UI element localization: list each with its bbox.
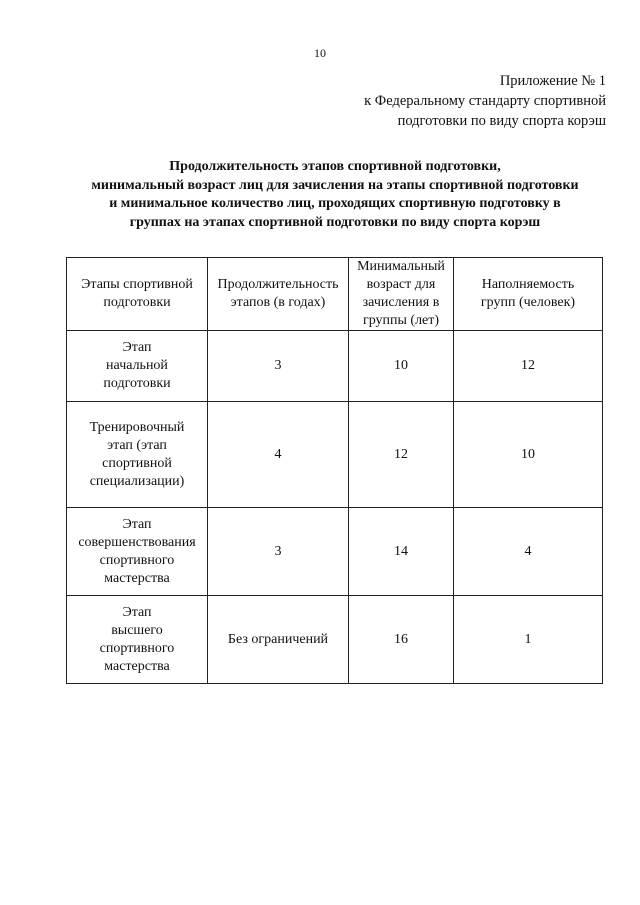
cell-duration: 3: [208, 331, 349, 402]
cell-group-size: 4: [454, 508, 603, 596]
table-row: [67, 331, 603, 402]
cell-group-size: 1: [454, 596, 603, 684]
cell-min-age: 10: [349, 331, 454, 402]
page-number: 10: [314, 46, 326, 60]
header-duration: Продолжительность этапов (в годах): [208, 258, 349, 331]
title-line-3: и минимальное количество лиц, проходящих спортивную подготовку в: [109, 196, 561, 211]
cell-stage: Этап начальной подготовки: [67, 331, 208, 402]
header-group-size: Наполняемость групп (человек): [454, 258, 603, 331]
cell-min-age: 12: [349, 402, 454, 508]
cell-stage: Тренировочный этап (этап спортивной специализации): [67, 402, 208, 508]
cell-group-size: 12: [454, 331, 603, 402]
cell-min-age: 16: [349, 596, 454, 684]
appendix-line-3: подготовки по виду спорта корэш: [397, 113, 606, 129]
title-line-1: Продолжительность этапов спортивной подготовки,: [169, 159, 501, 174]
appendix-note: [364, 71, 606, 131]
cell-duration: 4: [208, 402, 349, 508]
stages-table: [66, 257, 603, 684]
appendix-line-2: к Федеральному стандарту спортивной: [364, 93, 606, 109]
header-min-age: Минимальный возраст для зачисления в группы (лет): [349, 258, 454, 331]
appendix-line-1: Приложение № 1: [499, 73, 606, 89]
cell-stage: Этап совершенствования спортивного мастерства: [67, 508, 208, 596]
cell-min-age: 14: [349, 508, 454, 596]
header-stages: Этапы спортивной подготовки: [67, 258, 208, 331]
table-row: [67, 508, 603, 596]
table-row: [67, 596, 603, 684]
title-line-4: группах на этапах спортивной подготовки по виду спорта корэш: [129, 214, 541, 230]
document-title: [60, 158, 610, 232]
cell-duration: Без ограничений: [208, 596, 349, 684]
cell-duration: 3: [208, 508, 349, 596]
table-header-row: [67, 258, 603, 331]
cell-stage: Этап высшего спортивного мастерства: [67, 596, 208, 684]
cell-group-size: 10: [454, 402, 603, 508]
table-row: [67, 402, 603, 508]
title-line-2: минимальный возраст лиц для зачисления на этапы спортивной подготовки: [91, 177, 579, 193]
